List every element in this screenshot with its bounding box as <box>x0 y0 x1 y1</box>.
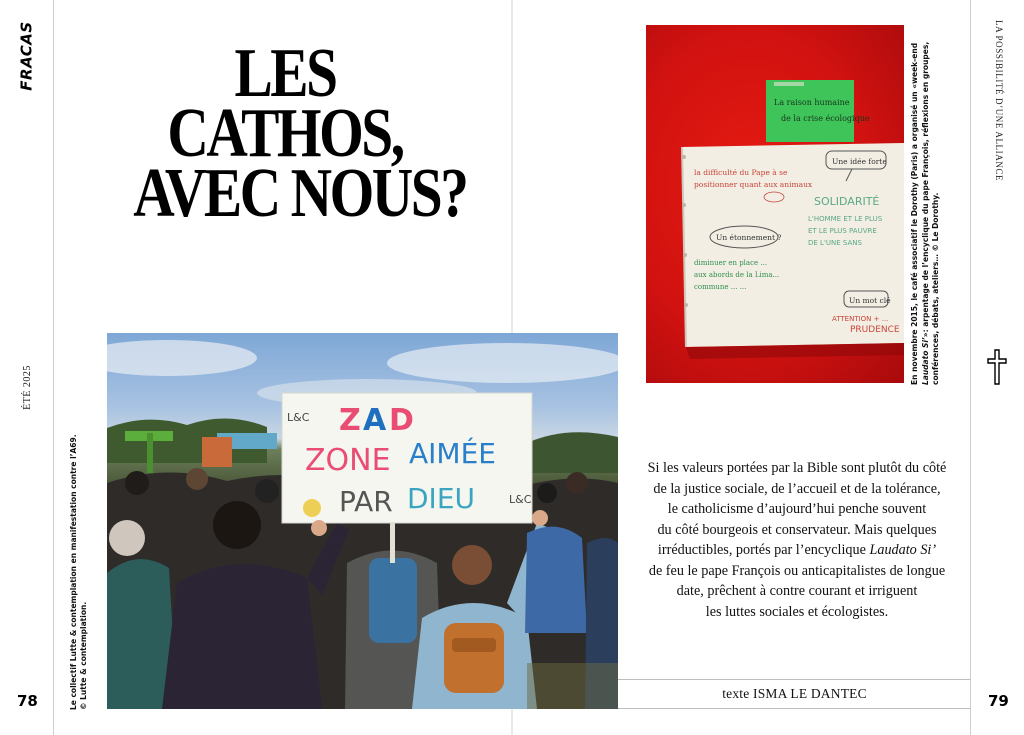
svg-text:ET LE PLUS PAUVRE: ET LE PLUS PAUVRE <box>808 227 877 235</box>
svg-text:diminuer en place ...: diminuer en place ... <box>694 259 768 267</box>
standfirst-line-3: le catholicisme d’aujourd’hui penche souvent <box>667 501 927 517</box>
svg-text:positionner quant aux animaux: positionner quant aux animaux <box>694 180 813 189</box>
section-label <box>986 20 1008 190</box>
right-caption-italic: Laudato Si’ <box>920 337 930 385</box>
byline: texte ISMA LE DANTEC <box>618 679 971 709</box>
svg-text:ATTENTION + ...: ATTENTION + ... <box>832 315 889 323</box>
left-caption-line-1: Le collectif Lutte & contemplation en manifestation contre l’A69. <box>69 434 78 710</box>
page-number-right: 79 <box>988 692 1009 710</box>
green-note-line-1: La raison humaine <box>774 98 850 107</box>
right-margin-rule <box>970 0 971 735</box>
magazine-logo <box>10 21 44 91</box>
standfirst-line-5b: Laudato Si’ <box>869 542 937 558</box>
right-photo-caption <box>910 40 950 385</box>
sign-text-zad: Z <box>339 403 361 438</box>
protest-photo <box>107 333 618 709</box>
sign-text-aimee: AIMÉE <box>409 437 496 470</box>
svg-text:la difficulté du Pape à se: la difficulté du Pape à se <box>694 168 788 177</box>
standfirst-line-8: les luttes sociales et écologistes. <box>705 603 889 620</box>
note-word-solidarite: SOLIDARITÉ <box>814 195 880 208</box>
section-label-text: LA POSSIBILITÉ D’UNE ALLIANCE <box>994 20 1004 182</box>
notes-wall-photo <box>646 25 904 383</box>
page-number-left: 78 <box>17 692 38 710</box>
right-caption-part-1: En novembre 2015, le café associatif le Dorothy (Paris) a organisé un «week-end <box>910 42 919 385</box>
svg-text:D: D <box>389 403 414 438</box>
sign-text-corner-2: L&C <box>509 493 532 506</box>
standfirst-line-2: de la justice sociale, de l’accueil et de la tolérance, <box>653 480 941 497</box>
issue-label <box>12 362 42 412</box>
headline-line-1: LES <box>234 35 336 112</box>
note-word-prudence: PRUDENCE <box>850 325 900 335</box>
standfirst-line-4: du côté bourgeois et conservateur. Mais quelques <box>657 521 937 538</box>
headline <box>133 35 467 233</box>
svg-text:commune ... ...: commune ... ... <box>694 283 747 291</box>
sign-text-corner-1: L&C <box>287 411 310 424</box>
left-caption-line-2: © Lutte & contemplation. <box>79 601 88 710</box>
green-note-line-2: de la crise écologique <box>781 114 870 123</box>
sign-text-dieu: DIEU <box>407 482 476 515</box>
bubble-etonnement: Un étonnement ? <box>716 233 782 242</box>
standfirst <box>636 458 958 622</box>
sign-text-zone: ZONE <box>305 443 391 478</box>
standfirst-line-5 <box>636 540 958 561</box>
headline-line-2: CATHOS, <box>167 95 403 173</box>
sign-text-par: PAR <box>339 485 393 518</box>
svg-text:aux abords de la Lima...: aux abords de la Lima... <box>694 271 780 279</box>
left-margin-rule <box>53 0 54 735</box>
standfirst-line-1: Si les valeurs portées par la Bible sont plutôt du côté <box>647 460 947 476</box>
svg-text:L'HOMME ET LE PLUS: L'HOMME ET LE PLUS <box>808 215 883 223</box>
bubble-mot-cle: Un mot clé <box>849 296 891 305</box>
magazine-name: FRACAS <box>18 21 36 91</box>
standfirst-line-5a: irréductibles, portés par l’encyclique <box>657 542 870 558</box>
left-photo-caption <box>69 420 102 710</box>
right-caption-part-2: »: arpentage de l’encyclique du pape François, réflexions en groupes, conférences, débats, ateliers… © Le Dorothy. <box>920 41 940 385</box>
svg-text:A: A <box>363 403 387 438</box>
svg-text:DE L'UNE SANS: DE L'UNE SANS <box>808 239 862 247</box>
headline-line-3: AVEC NOUS? <box>133 155 467 233</box>
standfirst-line-6: de feu le pape François ou anticapitalistes de longue <box>648 562 946 579</box>
issue-text: ÉTÉ 2025 <box>21 364 33 410</box>
standfirst-line-7: date, prêchent à contre courant et irriguent <box>676 583 918 599</box>
bubble-idee-forte: Une idée forte <box>832 157 887 166</box>
latin-cross-icon <box>986 348 1008 386</box>
